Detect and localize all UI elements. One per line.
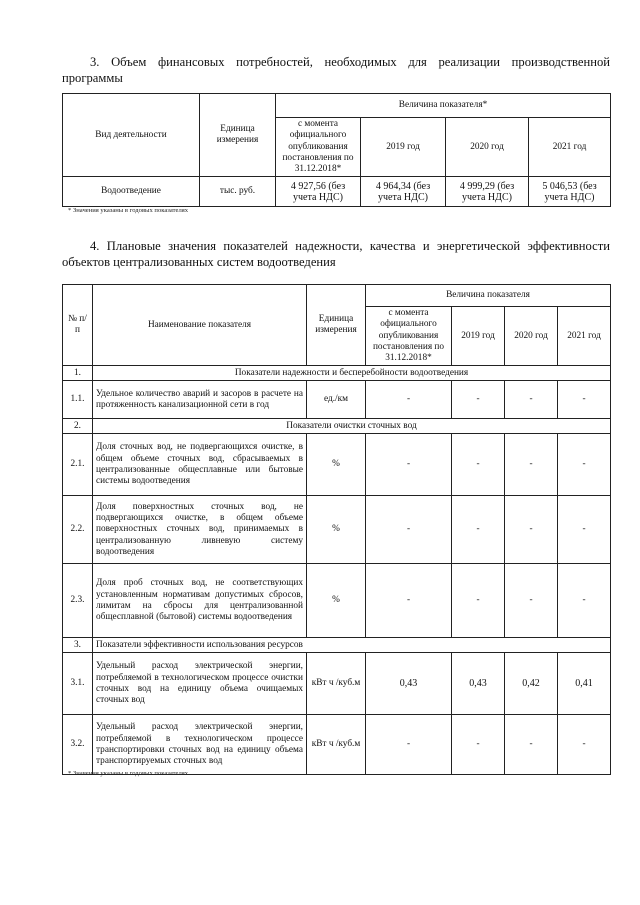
header-unit: Единица измерения [307,285,366,366]
section-row [63,419,611,434]
row-num: 2.2. [63,496,93,564]
indicator-unit: % [307,496,366,564]
cell-2019-value: 4 964,34 (без учета НДС) [361,177,446,207]
value-2020: - [505,434,558,496]
section-row [63,366,611,381]
table-row [63,381,611,419]
header-2020: 2020 год [446,118,529,177]
section-title: Показатели эффективности использования ресурсов [93,638,611,653]
value-2021: - [558,715,611,775]
row-num: 2.1. [63,434,93,496]
header-activity: Вид деятельности [63,94,200,177]
value-2021: - [558,564,611,638]
value-2020: - [505,564,558,638]
value-2020: 0,42 [505,653,558,715]
value-2021: - [558,381,611,419]
row-num: 3.1. [63,653,93,715]
section-4-heading: 4. Плановые значения показателей надежности, качества и энергетической эффективности объектов централизованных систем водоотведения [62,239,610,269]
section-title: Показатели надежности и бесперебойности водоотведения [93,366,611,381]
value-2021: - [558,434,611,496]
value-base: - [366,564,452,638]
row-num: 2. [63,419,93,434]
cell-unit: тыс. руб. [200,177,276,207]
table-row [63,715,611,775]
table-row [63,496,611,564]
row-num: 3. [63,638,93,653]
header-value: Величина показателя [366,285,611,307]
indicator-name: Удельный расход электрической энергии, потребляемой в технологическом процессе транспортировки сточных вод на единицу объема транспортируемых сточных вод [93,715,307,775]
cell-base-value: 4 927,56 (без учета НДС) [276,177,361,207]
header-base-period: с момента официального опубликования постановления по 31.12.2018* [366,307,452,366]
row-num: 3.2. [63,715,93,775]
indicators-table [62,284,611,775]
value-2019: 0,43 [452,653,505,715]
indicator-unit: кВт ч /куб.м [307,715,366,775]
value-2019: - [452,496,505,564]
section-3-heading: 3. Объем финансовых потребностей, необходимых для реализации производственной программы [62,55,610,85]
value-2021: 0,41 [558,653,611,715]
footnote-2: * Значения указаны в годовых показателях [68,770,189,777]
indicator-name: Доля сточных вод, не подвергающихся очистке, в общем объеме сточных вод, сбрасываемых в централизованные общесплавные или бытовые системы водоотведения [93,434,307,496]
value-base: - [366,434,452,496]
indicator-unit: % [307,564,366,638]
row-num: 1. [63,366,93,381]
value-2020: - [505,496,558,564]
value-base: 0,43 [366,653,452,715]
table-row [63,653,611,715]
indicator-unit: % [307,434,366,496]
indicator-name: Доля поверхностных сточных вод, не подвергающихся очистке, в общем объеме поверхностных сточных вод, принимаемых в централизованную ливневую систему водоотведения [93,496,307,564]
value-base: - [366,715,452,775]
value-2019: - [452,434,505,496]
header-name: Наименование показателя [93,285,307,366]
value-2020: - [505,381,558,419]
header-2019: 2019 год [452,307,505,366]
value-2019: - [452,564,505,638]
header-num: № п/п [63,285,93,366]
indicator-unit: кВт ч /куб.м [307,653,366,715]
section-row [63,638,611,653]
value-2019: - [452,381,505,419]
header-2021: 2021 год [558,307,611,366]
indicator-name: Удельный расход электрической энергии, потребляемой в технологическом процессе очистки сточных вод на единицу объема очищаемых сточных вод [93,653,307,715]
value-base: - [366,496,452,564]
header-2021: 2021 год [529,118,611,177]
header-base-period: с момента официального опубликования постановления по 31.12.2018* [276,118,361,177]
header-unit: Единица измерения [200,94,276,177]
header-2020: 2020 год [505,307,558,366]
value-2019: - [452,715,505,775]
row-num: 1.1. [63,381,93,419]
section-title: Показатели очистки сточных вод [93,419,611,434]
cell-2021-value: 5 046,53 (без учета НДС) [529,177,611,207]
footnote-1: * Значения указаны в годовых показателях [68,207,189,214]
indicator-name: Доля проб сточных вод, не соответствующих установленным нормативам допустимых сбросов, лимитам на сбросы для централизованной общесплавной (бытовой) системы водоотведения [93,564,307,638]
cell-activity: Водоотведение [63,177,200,207]
indicator-name: Удельное количество аварий и засоров в расчете на протяженность канализационной сети в год [93,381,307,419]
header-value: Величина показателя* [276,94,611,118]
header-2019: 2019 год [361,118,446,177]
table-row [63,564,611,638]
indicator-unit: ед./км [307,381,366,419]
financial-needs-table [62,93,611,207]
table-row [63,434,611,496]
value-2021: - [558,496,611,564]
cell-2020-value: 4 999,29 (без учета НДС) [446,177,529,207]
row-num: 2.3. [63,564,93,638]
value-2020: - [505,715,558,775]
value-base: - [366,381,452,419]
